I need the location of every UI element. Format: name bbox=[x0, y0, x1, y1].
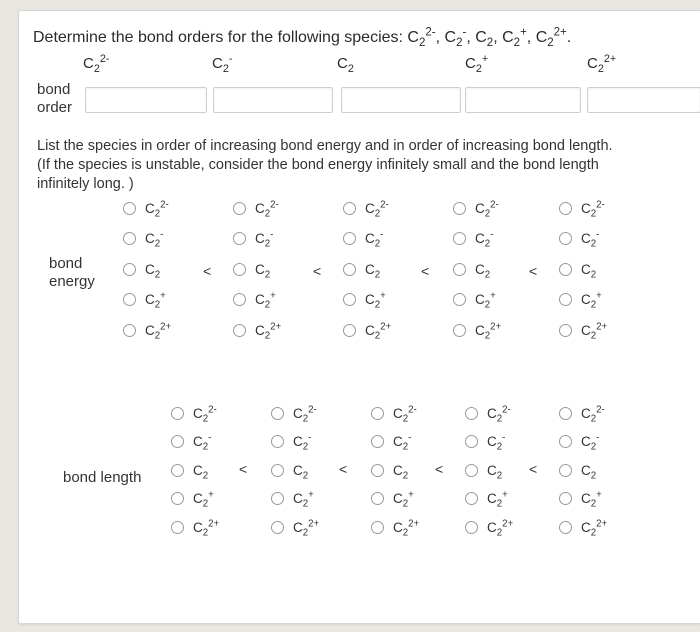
option-label: $C_2^+$ bbox=[293, 489, 314, 510]
bond-energy-rank4-option-c2-minus[interactable] bbox=[453, 229, 493, 249]
option-label: $C_2^-$ bbox=[581, 229, 600, 250]
radio-button[interactable] bbox=[559, 492, 572, 505]
bond-energy-rank1-option-c2[interactable] bbox=[123, 259, 160, 279]
option-label: $C_2^{2-}$ bbox=[581, 199, 605, 220]
radio-button[interactable] bbox=[453, 202, 466, 215]
radio-button[interactable] bbox=[559, 521, 572, 534]
bond-energy-rank3-option-c2-2minus[interactable] bbox=[343, 198, 389, 218]
option-label: $C_2^+$ bbox=[475, 290, 496, 311]
radio-button[interactable] bbox=[343, 263, 356, 276]
radio-button[interactable] bbox=[453, 293, 466, 306]
option-label: $C_2^-$ bbox=[193, 432, 212, 453]
radio-button[interactable] bbox=[465, 492, 478, 505]
prompt-species-2: $C_2$, bbox=[475, 29, 503, 50]
bond-length-rank4-option-c2-plus[interactable] bbox=[465, 489, 508, 509]
bond-energy-rank3-option-c2-minus[interactable] bbox=[343, 229, 383, 249]
bond-order-label-line2: order bbox=[37, 99, 73, 116]
radio-button[interactable] bbox=[465, 435, 478, 448]
option-label: $C_2^{2-}$ bbox=[393, 404, 417, 425]
option-label: $C_2^{2-}$ bbox=[145, 199, 169, 220]
radio-button[interactable] bbox=[233, 324, 246, 337]
bond-length-rank5-option-c2-2plus[interactable] bbox=[559, 517, 607, 537]
bond-length-less-than-2: < bbox=[339, 461, 348, 477]
bond-energy-rank3-option-c2-2plus[interactable] bbox=[343, 320, 391, 340]
option-label: $C_2^{2+}$ bbox=[145, 321, 172, 342]
prompt-species-4: $C_2^{2+}$. bbox=[535, 26, 572, 50]
bond-order-input-c2-2plus[interactable] bbox=[587, 87, 700, 113]
bond-length-rank3-option-c2-minus[interactable] bbox=[371, 432, 411, 452]
option-label: $C_2^{2-}$ bbox=[487, 404, 511, 425]
radio-button[interactable] bbox=[343, 324, 356, 337]
bond-energy-less-than-3: < bbox=[421, 263, 430, 279]
option-label: $C_2^{2-}$ bbox=[293, 404, 317, 425]
option-label: $C_2^-$ bbox=[145, 229, 164, 250]
radio-button[interactable] bbox=[559, 464, 572, 477]
bond-length-rank1-option-c2-2plus[interactable] bbox=[171, 517, 219, 537]
option-label: $C_2^-$ bbox=[293, 432, 312, 453]
prompt-species-1: $C_2^-$, bbox=[444, 26, 476, 50]
bond-length-rank1-option-c2-minus[interactable] bbox=[171, 432, 211, 452]
option-label: $C_2^{2+}$ bbox=[393, 518, 420, 539]
bond-energy-rank4-option-c2-plus[interactable] bbox=[453, 290, 496, 310]
radio-button[interactable] bbox=[233, 263, 246, 276]
option-label: $C_2$ bbox=[365, 261, 381, 281]
radio-button[interactable] bbox=[171, 521, 184, 534]
bond-order-header-c2-2minus: $C_2^{2-}$ bbox=[83, 53, 110, 75]
option-label: $C_2^+$ bbox=[365, 290, 386, 311]
bond-energy-rank4-option-c2[interactable] bbox=[453, 259, 490, 279]
bond-energy-rank5-option-c2-2minus[interactable] bbox=[559, 198, 605, 218]
bond-energy-rank3-option-c2[interactable] bbox=[343, 259, 380, 279]
bond-energy-rank1-option-c2-2plus[interactable] bbox=[123, 320, 171, 340]
bond-order-label-line1: bond bbox=[37, 81, 71, 98]
radio-button[interactable] bbox=[123, 324, 136, 337]
bond-length-rank4-option-c2[interactable] bbox=[465, 460, 502, 480]
option-label: $C_2^-$ bbox=[255, 229, 274, 250]
bond-length-rank2-option-c2-minus[interactable] bbox=[271, 432, 311, 452]
radio-button[interactable] bbox=[123, 263, 136, 276]
radio-button[interactable] bbox=[271, 407, 284, 420]
bond-energy-rank2-option-c2-2minus[interactable] bbox=[233, 198, 279, 218]
option-label: $C_2^{2+}$ bbox=[255, 321, 282, 342]
bond-energy-rank2-option-c2-plus[interactable] bbox=[233, 290, 276, 310]
radio-button[interactable] bbox=[171, 464, 184, 477]
bond-length-less-than-1: < bbox=[239, 461, 248, 477]
radio-button[interactable] bbox=[123, 202, 136, 215]
bond-length-rank5-option-c2-plus[interactable] bbox=[559, 489, 602, 509]
radio-button[interactable] bbox=[453, 324, 466, 337]
option-label: $C_2^{2-}$ bbox=[193, 404, 217, 425]
option-label: $C_2^{2+}$ bbox=[581, 518, 608, 539]
option-label: $C_2^{2-}$ bbox=[365, 199, 389, 220]
radio-button[interactable] bbox=[559, 407, 572, 420]
option-label: $C_2^-$ bbox=[475, 229, 494, 250]
bond-order-header-c2-plus: $C_2^+$ bbox=[465, 53, 489, 75]
radio-button[interactable] bbox=[123, 293, 136, 306]
bond-length-rank4-option-c2-minus[interactable] bbox=[465, 432, 505, 452]
bond-energy-rank2-option-c2-minus[interactable] bbox=[233, 229, 273, 249]
bond-energy-rank5-option-c2-minus[interactable] bbox=[559, 229, 599, 249]
option-label: $C_2^+$ bbox=[145, 290, 166, 311]
option-label: $C_2^{2+}$ bbox=[293, 518, 320, 539]
bond-energy-rank5-option-c2-2plus[interactable] bbox=[559, 320, 607, 340]
bond-length-rank2-option-c2-2plus[interactable] bbox=[271, 517, 319, 537]
option-label: $C_2^+$ bbox=[193, 489, 214, 510]
radio-button[interactable] bbox=[453, 263, 466, 276]
bond-energy-rank4-option-c2-2plus[interactable] bbox=[453, 320, 501, 340]
option-label: $C_2^{2+}$ bbox=[475, 321, 502, 342]
bond-energy-less-than-4: < bbox=[529, 263, 538, 279]
option-label: $C_2$ bbox=[193, 462, 209, 482]
bond-length-rank4-option-c2-2minus[interactable] bbox=[465, 403, 511, 423]
bond-length-less-than-4: < bbox=[529, 461, 538, 477]
radio-button[interactable] bbox=[171, 435, 184, 448]
radio-button[interactable] bbox=[343, 293, 356, 306]
bond-length-rank5-option-c2[interactable] bbox=[559, 460, 596, 480]
radio-button[interactable] bbox=[271, 492, 284, 505]
option-label: $C_2$ bbox=[393, 462, 409, 482]
radio-button[interactable] bbox=[559, 293, 572, 306]
radio-button[interactable] bbox=[171, 407, 184, 420]
bond-energy-rank3-option-c2-plus[interactable] bbox=[343, 290, 386, 310]
radio-button[interactable] bbox=[343, 202, 356, 215]
radio-button[interactable] bbox=[233, 232, 246, 245]
bond-length-rank2-option-c2[interactable] bbox=[271, 460, 308, 480]
radio-button[interactable] bbox=[343, 232, 356, 245]
bond-order-header-c2: $C_2$ bbox=[337, 55, 354, 75]
option-label: $C_2^-$ bbox=[487, 432, 506, 453]
radio-button[interactable] bbox=[559, 435, 572, 448]
bond-energy-rank1-option-c2-minus[interactable] bbox=[123, 229, 163, 249]
question-prompt bbox=[33, 26, 572, 50]
bond-energy-rank1-option-c2-2minus[interactable] bbox=[123, 198, 169, 218]
option-label: $C_2^+$ bbox=[581, 489, 602, 510]
option-label: $C_2$ bbox=[255, 261, 271, 281]
bond-length-rank2-option-c2-2minus[interactable] bbox=[271, 403, 317, 423]
radio-button[interactable] bbox=[465, 407, 478, 420]
bond-length-rank5-option-c2-minus[interactable] bbox=[559, 432, 599, 452]
bond-energy-rank5-option-c2[interactable] bbox=[559, 259, 596, 279]
bond-length-rank3-option-c2-2minus[interactable] bbox=[371, 403, 417, 423]
bond-energy-label-line1: bond bbox=[49, 255, 83, 272]
bond-length-rank2-option-c2-plus[interactable] bbox=[271, 489, 314, 509]
option-label: $C_2$ bbox=[475, 261, 491, 281]
bond-energy-rank5-option-c2-plus[interactable] bbox=[559, 290, 602, 310]
radio-button[interactable] bbox=[559, 324, 572, 337]
bond-energy-rank2-option-c2-2plus[interactable] bbox=[233, 320, 281, 340]
question-panel bbox=[18, 10, 700, 624]
radio-button[interactable] bbox=[559, 202, 572, 215]
prompt-species-0: $C_2^{2-}$, bbox=[407, 26, 445, 50]
option-label: $C_2^+$ bbox=[487, 489, 508, 510]
radio-button[interactable] bbox=[123, 232, 136, 245]
option-label: $C_2$ bbox=[487, 462, 503, 482]
bond-length-rank3-option-c2-2plus[interactable] bbox=[371, 517, 419, 537]
bond-length-less-than-3: < bbox=[435, 461, 444, 477]
radio-button[interactable] bbox=[271, 464, 284, 477]
option-label: $C_2$ bbox=[581, 261, 597, 281]
radio-button[interactable] bbox=[559, 263, 572, 276]
prompt-species-list bbox=[407, 26, 572, 50]
option-label: $C_2^{2-}$ bbox=[255, 199, 279, 220]
bond-energy-less-than-2: < bbox=[313, 263, 322, 279]
bond-energy-less-than-1: < bbox=[203, 263, 212, 279]
option-label: $C_2^{2+}$ bbox=[581, 321, 608, 342]
option-label: $C_2^-$ bbox=[393, 432, 412, 453]
bond-length-rank5-option-c2-2minus[interactable] bbox=[559, 403, 605, 423]
radio-button[interactable] bbox=[371, 492, 384, 505]
radio-button[interactable] bbox=[233, 293, 246, 306]
bond-length-rank1-option-c2-plus[interactable] bbox=[171, 489, 214, 509]
prompt-species-3: $C_2^+$, bbox=[502, 26, 536, 50]
radio-button[interactable] bbox=[465, 521, 478, 534]
radio-button[interactable] bbox=[233, 202, 246, 215]
option-label: $C_2$ bbox=[145, 261, 161, 281]
bond-energy-rank2-option-c2[interactable] bbox=[233, 259, 270, 279]
bond-energy-label-line2: energy bbox=[49, 273, 95, 290]
bond-length-rank1-option-c2[interactable] bbox=[171, 460, 208, 480]
option-label: $C_2$ bbox=[293, 462, 309, 482]
bond-order-input-c2-minus[interactable] bbox=[213, 87, 333, 113]
radio-button[interactable] bbox=[371, 521, 384, 534]
bond-length-rank1-option-c2-2minus[interactable] bbox=[171, 403, 217, 423]
option-label: $C_2^+$ bbox=[581, 290, 602, 311]
option-label: $C_2^{2+}$ bbox=[487, 518, 514, 539]
bond-order-input-c2[interactable] bbox=[341, 87, 461, 113]
radio-button[interactable] bbox=[271, 435, 284, 448]
radio-button[interactable] bbox=[371, 435, 384, 448]
radio-button[interactable] bbox=[465, 464, 478, 477]
option-label: $C_2^{2+}$ bbox=[365, 321, 392, 342]
radio-button[interactable] bbox=[371, 464, 384, 477]
instructions-line1: List the species in order of increasing bond energy and in order of increasing bond length. bbox=[37, 138, 613, 154]
radio-button[interactable] bbox=[271, 521, 284, 534]
bond-energy-rank4-option-c2-2minus[interactable] bbox=[453, 198, 499, 218]
bond-length-rank3-option-c2[interactable] bbox=[371, 460, 408, 480]
radio-button[interactable] bbox=[371, 407, 384, 420]
option-label: $C_2^{2-}$ bbox=[475, 199, 499, 220]
instructions-line3: infinitely long. ) bbox=[37, 176, 134, 192]
option-label: $C_2^+$ bbox=[255, 290, 276, 311]
bond-order-header-c2-minus: $C_2^-$ bbox=[212, 53, 233, 75]
option-label: $C_2^+$ bbox=[393, 489, 414, 510]
option-label: $C_2^-$ bbox=[581, 432, 600, 453]
radio-button[interactable] bbox=[453, 232, 466, 245]
bond-length-rank3-option-c2-plus[interactable] bbox=[371, 489, 414, 509]
option-label: $C_2^-$ bbox=[365, 229, 384, 250]
instructions-line2: (If the species is unstable, consider the bond energy infinitely small and the bond length bbox=[37, 157, 599, 173]
option-label: $C_2^{2-}$ bbox=[581, 404, 605, 425]
prompt-prefix: Determine the bond orders for the following species: bbox=[33, 29, 408, 46]
option-label: $C_2^{2+}$ bbox=[193, 518, 220, 539]
bond-order-header-c2-2plus: $C_2^{2+}$ bbox=[587, 53, 617, 75]
bond-energy-rank1-option-c2-plus[interactable] bbox=[123, 290, 166, 310]
option-label: $C_2$ bbox=[581, 462, 597, 482]
bond-length-rank4-option-c2-2plus[interactable] bbox=[465, 517, 513, 537]
bond-length-label: bond length bbox=[63, 469, 142, 486]
bond-order-input-c2-plus[interactable] bbox=[465, 87, 581, 113]
radio-button[interactable] bbox=[171, 492, 184, 505]
bond-order-input-c2-2minus[interactable] bbox=[85, 87, 207, 113]
radio-button[interactable] bbox=[559, 232, 572, 245]
